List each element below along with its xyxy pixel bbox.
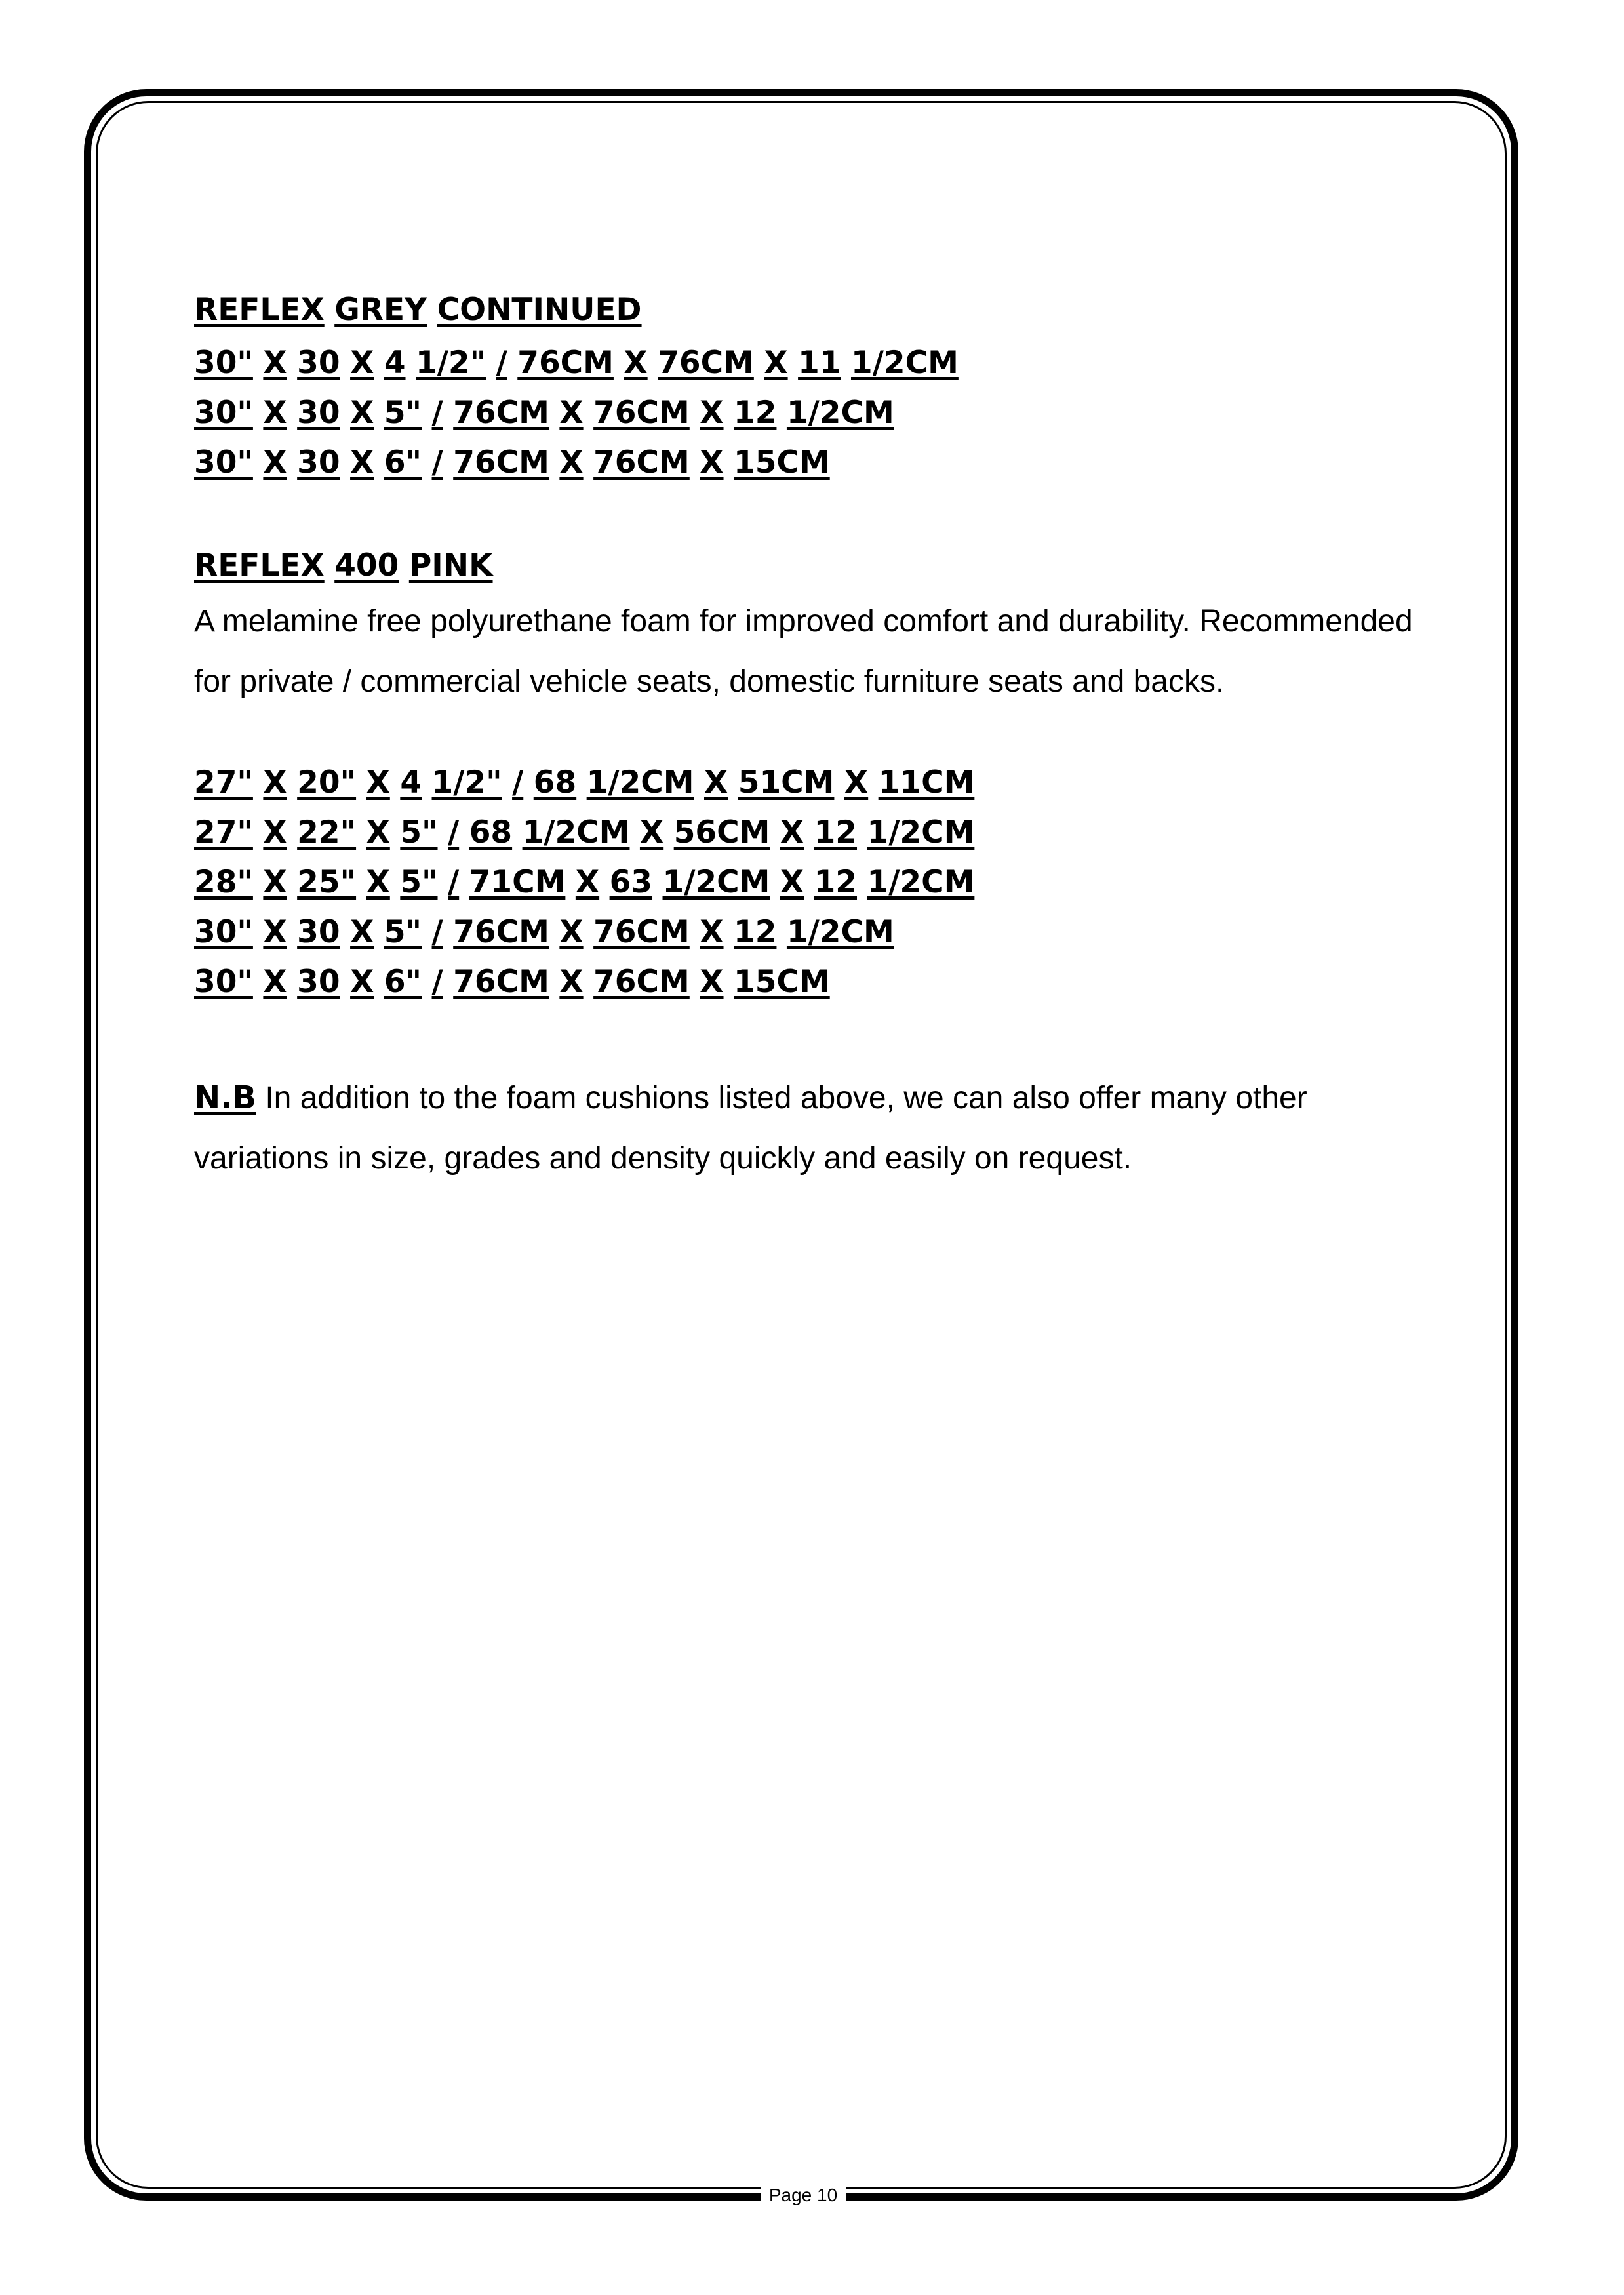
- text-token: 15CM: [734, 964, 830, 1000]
- grey-section-heading: [194, 289, 1492, 332]
- text-token: 5": [384, 914, 422, 950]
- size-line: [194, 758, 1492, 808]
- text-token: 11: [798, 345, 841, 381]
- note-text: In addition to the foam cushions listed above, we can also offer many other: [265, 1081, 1307, 1115]
- text-token: X: [559, 964, 584, 1000]
- text-token: 12: [734, 914, 777, 950]
- text-token: 30": [194, 914, 253, 950]
- text-token: 22": [297, 814, 357, 850]
- page-content: [194, 289, 1492, 1189]
- text-token: X: [263, 445, 287, 481]
- text-token: 5": [384, 395, 422, 431]
- text-token: /: [431, 445, 443, 481]
- text-token: 76CM: [593, 964, 690, 1000]
- text-token: X: [700, 395, 724, 431]
- page-number: Page 10: [761, 2182, 846, 2208]
- note-line: variations in size, grades and density quickly and easily on request.: [194, 1141, 1132, 1176]
- size-line: [194, 957, 1492, 1007]
- text-token: /: [448, 814, 460, 850]
- text-token: 76CM: [453, 395, 549, 431]
- text-token: 4: [400, 765, 422, 801]
- text-token: X: [700, 964, 724, 1000]
- text-token: 76CM: [658, 345, 754, 381]
- text-token: 76CM: [593, 445, 690, 481]
- text-token: 63: [609, 864, 653, 900]
- text-token: 1/2CM: [786, 395, 894, 431]
- text-token: GREY: [334, 292, 427, 328]
- text-token: 4: [384, 345, 406, 381]
- text-token: X: [350, 914, 374, 950]
- text-token: X: [263, 864, 287, 900]
- text-token: 56CM: [673, 814, 770, 850]
- text-token: 1/2CM: [867, 814, 975, 850]
- text-token: X: [350, 964, 374, 1000]
- text-token: X: [700, 914, 724, 950]
- text-token: 5": [400, 814, 438, 850]
- text-token: 1/2": [431, 765, 502, 801]
- text-token: 30": [194, 345, 253, 381]
- text-token: 1/2CM: [867, 864, 975, 900]
- text-token: X: [263, 964, 287, 1000]
- text-token: 76CM: [593, 914, 690, 950]
- text-token: 11CM: [878, 765, 975, 801]
- text-token: /: [431, 964, 443, 1000]
- size-line: [194, 808, 1492, 858]
- text-token: 1/2CM: [522, 814, 630, 850]
- text-token: 76CM: [517, 345, 614, 381]
- text-token: 12: [814, 814, 858, 850]
- text-token: X: [350, 395, 374, 431]
- text-token: 25": [297, 864, 357, 900]
- text-token: /: [431, 395, 443, 431]
- text-token: X: [780, 864, 804, 900]
- text-token: 30": [194, 964, 253, 1000]
- text-token: X: [350, 345, 374, 381]
- text-token: 51CM: [738, 765, 835, 801]
- text-token: 27": [194, 765, 253, 801]
- text-token: X: [366, 864, 390, 900]
- text-token: /: [431, 914, 443, 950]
- description-line: A melamine free polyurethane foam for improved comfort and durability. Recommended: [194, 604, 1413, 639]
- text-token: 30: [297, 395, 340, 431]
- text-token: X: [350, 445, 374, 481]
- text-token: 6": [384, 445, 422, 481]
- note-label: N.B: [194, 1079, 256, 1116]
- text-token: X: [780, 814, 804, 850]
- note-line: [194, 1068, 1492, 1128]
- text-token: X: [844, 765, 869, 801]
- text-token: 30: [297, 964, 340, 1000]
- text-token: X: [575, 864, 600, 900]
- text-token: X: [624, 345, 648, 381]
- text-token: X: [366, 814, 390, 850]
- size-line: [194, 438, 1492, 488]
- text-token: X: [704, 765, 728, 801]
- text-token: 68: [469, 814, 513, 850]
- text-token: 6": [384, 964, 422, 1000]
- text-token: 30: [297, 914, 340, 950]
- text-token: X: [263, 814, 287, 850]
- grey-size-list: [194, 338, 1492, 488]
- text-token: 1/2": [416, 345, 486, 381]
- text-token: X: [559, 395, 584, 431]
- text-token: 30: [297, 445, 340, 481]
- text-token: X: [764, 345, 788, 381]
- text-token: X: [639, 814, 664, 850]
- text-token: X: [263, 765, 287, 801]
- text-token: 12: [814, 864, 858, 900]
- text-token: 1/2CM: [662, 864, 770, 900]
- text-token: X: [559, 445, 584, 481]
- text-token: /: [496, 345, 507, 381]
- text-token: 76CM: [593, 395, 690, 431]
- size-line: [194, 908, 1492, 957]
- text-token: 400: [334, 548, 399, 584]
- text-token: PINK: [408, 548, 493, 584]
- text-token: 12: [734, 395, 777, 431]
- text-token: 27": [194, 814, 253, 850]
- size-line: [194, 858, 1492, 908]
- pink-size-list: [194, 758, 1492, 1007]
- text-token: 68: [533, 765, 577, 801]
- pink-section-heading: [194, 544, 1492, 588]
- text-token: 20": [297, 765, 357, 801]
- text-token: 30": [194, 445, 253, 481]
- text-token: 30: [297, 345, 340, 381]
- size-line: [194, 388, 1492, 438]
- text-token: 1/2CM: [586, 765, 694, 801]
- text-token: X: [366, 765, 390, 801]
- text-token: 5": [400, 864, 438, 900]
- text-token: 76CM: [453, 964, 549, 1000]
- text-token: 28": [194, 864, 253, 900]
- text-token: 1/2CM: [786, 914, 894, 950]
- text-token: CONTINUED: [437, 292, 642, 328]
- text-token: X: [263, 345, 287, 381]
- pink-description: [194, 591, 1492, 712]
- text-token: 1/2CM: [851, 345, 959, 381]
- text-token: X: [263, 395, 287, 431]
- text-token: 76CM: [453, 445, 549, 481]
- text-token: 76CM: [453, 914, 549, 950]
- text-token: REFLEX: [194, 292, 325, 328]
- text-token: 30": [194, 395, 253, 431]
- description-line: for private / commercial vehicle seats, domestic furniture seats and backs.: [194, 664, 1225, 699]
- note-block: [194, 1068, 1492, 1189]
- size-line: [194, 338, 1492, 388]
- text-token: /: [512, 765, 524, 801]
- text-token: X: [263, 914, 287, 950]
- text-token: 15CM: [734, 445, 830, 481]
- text-token: X: [700, 445, 724, 481]
- text-token: REFLEX: [194, 548, 325, 584]
- text-token: X: [559, 914, 584, 950]
- text-token: 71CM: [469, 864, 566, 900]
- text-token: /: [448, 864, 460, 900]
